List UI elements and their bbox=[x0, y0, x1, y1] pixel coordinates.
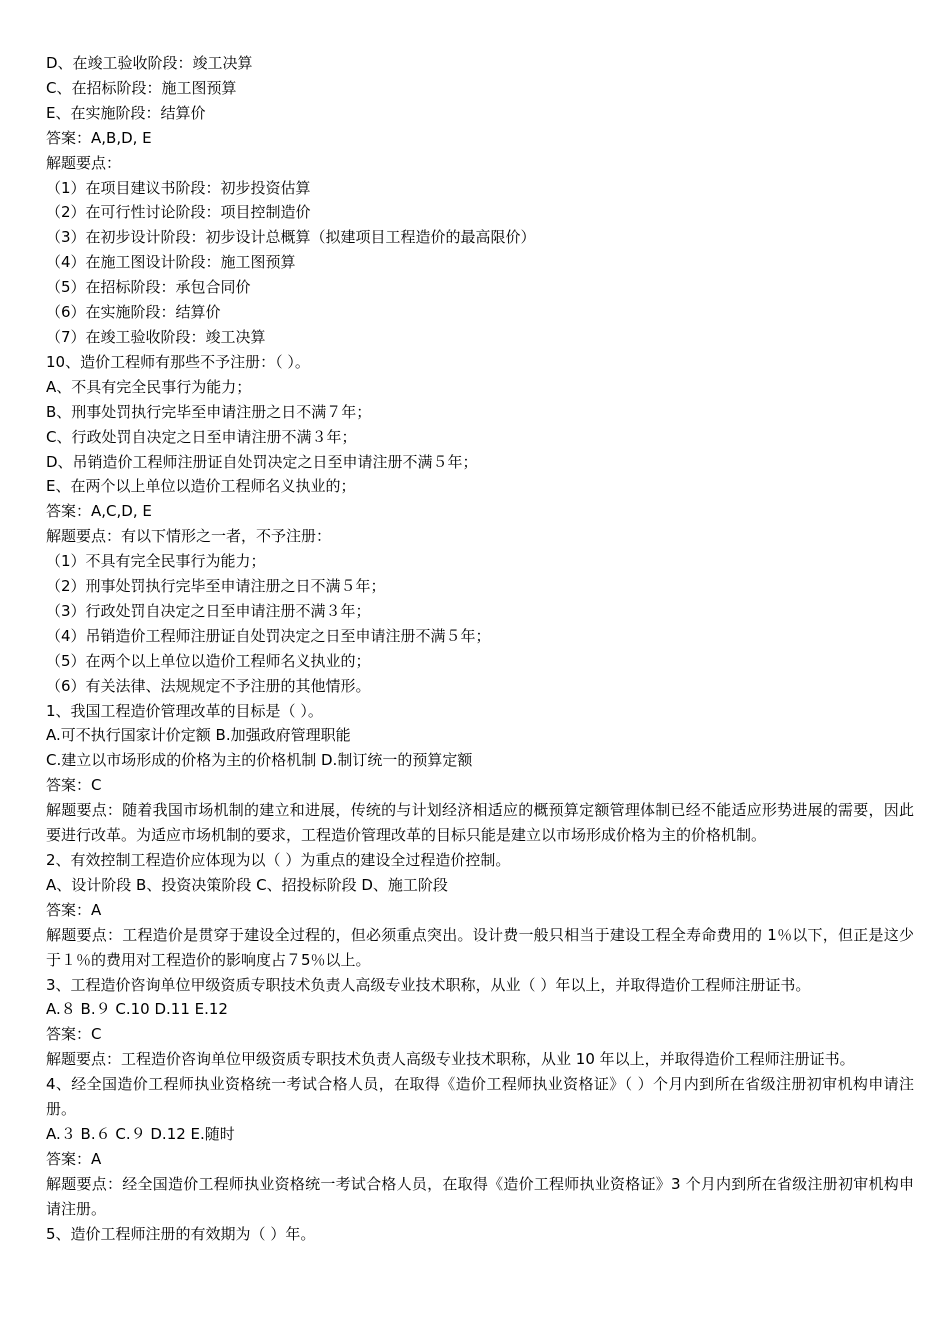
option-line: A.３ B.６ C.９ D.12 E.随时 bbox=[46, 1124, 235, 1143]
option-line: D、吊销造价工程师注册证自处罚决定之日至申请注册不满５年； bbox=[46, 452, 478, 471]
question-line: 2、有效控制工程造价应体现为以（ ）为重点的建设全过程造价控制。 bbox=[46, 851, 511, 869]
option-line: C.建立以市场形成的价格为主的价格机制 D.制订统一的预算定额 bbox=[46, 751, 473, 770]
option-line: E、在两个以上单位以造价工程师名义执业的； bbox=[46, 477, 356, 496]
answer-line: 答案：A,C,D, E bbox=[46, 502, 152, 521]
explanation-paragraph: 解题要点：工程造价咨询单位甲级资质专职技术负责人高级专业技术职称，从业 10 年以上，并取得造价工程师注册证书。 bbox=[46, 1050, 855, 1069]
text-line: （5）在招标阶段：承包合同价 bbox=[46, 278, 251, 297]
text-line: （5）在两个以上单位以造价工程师名义执业的； bbox=[46, 651, 371, 670]
text-line: （4）吊销造价工程师注册证自处罚决定之日至申请注册不满５年； bbox=[46, 626, 491, 645]
option-line: A.可不执行国家计价定额 B.加强政府管理职能 bbox=[46, 726, 351, 745]
explanation-heading: 解题要点：有以下情形之一者，不予注册： bbox=[46, 527, 332, 546]
question-line: 10、造价工程师有那些不予注册：（ ）。 bbox=[46, 352, 310, 371]
text-line: C、在招标阶段：施工图预算 bbox=[46, 78, 237, 97]
option-line: A、设计阶段 B、投资决策阶段 C、招投标阶段 D、施工阶段 bbox=[46, 875, 448, 894]
answer-line: 答案：A bbox=[46, 900, 102, 919]
text-line: （7）在竣工验收阶段：竣工决算 bbox=[46, 327, 266, 346]
text-line: （1）在项目建议书阶段：初步投资估算 bbox=[46, 178, 311, 197]
text-line: D、在竣工验收阶段：竣工决算 bbox=[46, 54, 253, 72]
document-page bbox=[46, 51, 914, 1247]
text-line: （6）在实施阶段：结算价 bbox=[46, 303, 221, 322]
text-line: （1）不具有完全民事行为能力； bbox=[46, 552, 266, 571]
explanation-paragraph: 解题要点：工程造价是贯穿于建设全过程的，但必须重点突出。设计费一般只相当于建设工程全寿命费用的 1％以下，但正是这少于１％的费用对工程造价的影响度占７5％以上。 bbox=[46, 925, 914, 969]
text-line: E、在实施阶段：结算价 bbox=[46, 103, 206, 122]
answer-line: 答案：A,B,D, E bbox=[46, 128, 152, 147]
question-line: 1、我国工程造价管理改革的目标是（ ）。 bbox=[46, 701, 323, 720]
question-line: 3、工程造价咨询单位甲级资质专职技术负责人高级专业技术职称，从业（ ）年以上，并取得造价工程师注册证书。 bbox=[46, 975, 811, 994]
question-line: 5、造价工程师注册的有效期为（ ）年。 bbox=[46, 1224, 316, 1243]
text-line: （3）在初步设计阶段：初步设计总概算（拟建项目工程造价的最高限价） bbox=[46, 228, 536, 247]
text-line: （3）行政处罚自决定之日至申请注册不满３年； bbox=[46, 601, 371, 620]
answer-line: 答案：A bbox=[46, 1149, 102, 1168]
answer-line: 答案：C bbox=[46, 1025, 102, 1044]
explanation-paragraph: 解题要点：随着我国市场机制的建立和进展，传统的与计划经济相适应的概预算定额管理体制已经不能适应形势进展的需要，因此要进行改革。为适应市场机制的要求，工程造价管理改革的目标只能是建立以市场形成价格为主的价格机制。 bbox=[46, 801, 914, 845]
text-line: （2）在可行性讨论阶段：项目控制造价 bbox=[46, 203, 311, 222]
answer-line: 答案：C bbox=[46, 776, 102, 795]
question-paragraph: 4、经全国造价工程师执业资格统一考试合格人员，在取得《造价工程师执业资格证》（ ）个月内到所在省级注册初审机构申请注册。 bbox=[46, 1075, 914, 1119]
text-line: （2）刑事处罚执行完毕至申请注册之日不满５年； bbox=[46, 577, 386, 596]
text-line: （6）有关法律、法规规定不予注册的其他情形。 bbox=[46, 676, 371, 695]
text-line: （4）在施工图设计阶段：施工图预算 bbox=[46, 253, 296, 272]
option-line: A.８ B.９ C.10 D.11 E.12 bbox=[46, 1000, 228, 1019]
explanation-heading: 解题要点： bbox=[46, 153, 122, 172]
explanation-paragraph: 解题要点：经全国造价工程师执业资格统一考试合格人员，在取得《造价工程师执业资格证》3 个月内到所在省级注册初审机构申请注册。 bbox=[46, 1174, 914, 1218]
option-line: C、行政处罚自决定之日至申请注册不满３年； bbox=[46, 427, 357, 446]
option-line: A、不具有完全民事行为能力； bbox=[46, 377, 252, 396]
option-line: B、刑事处罚执行完毕至申请注册之日不满７年； bbox=[46, 402, 372, 421]
